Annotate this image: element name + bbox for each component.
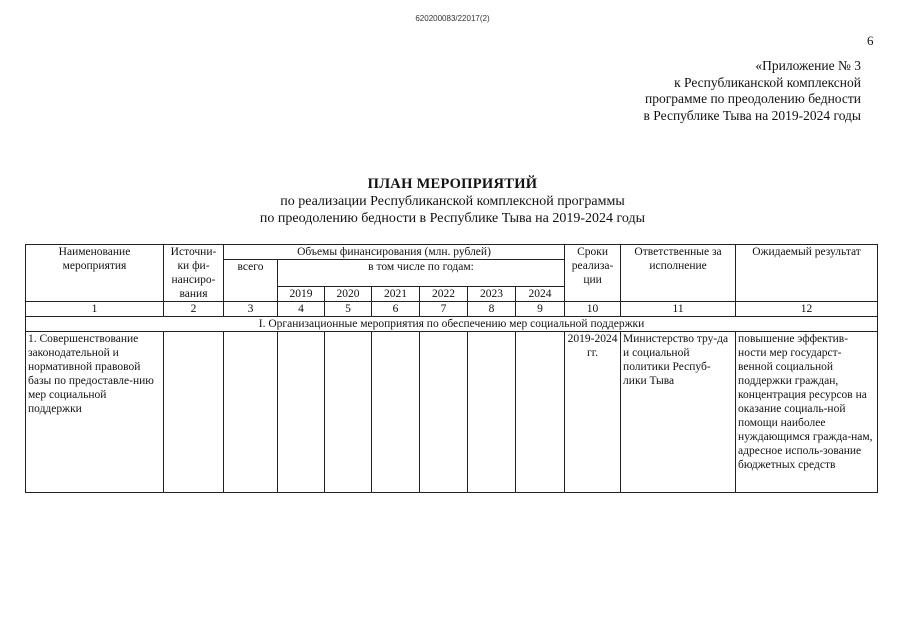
header-year: 2019 bbox=[278, 287, 325, 302]
header-row bbox=[26, 245, 878, 260]
column-number: 1 bbox=[26, 302, 164, 317]
header-year: 2022 bbox=[420, 287, 468, 302]
cell-2022 bbox=[420, 332, 468, 493]
plan-title: ПЛАН МЕРОПРИЯТИЙ bbox=[367, 176, 538, 192]
header-name: Наименование мероприятия bbox=[26, 245, 164, 302]
header-terms: Сроки реализа-ции bbox=[565, 245, 621, 302]
cell-result: повышение эффектив-ности мер государст-венной социальной поддержки граждан, концентрация ресурсов на оказание социаль-ной помощи наиболее нуждающимся гражда-нам, адресное исполь-зование бюджетных средств bbox=[736, 332, 878, 493]
column-number: 8 bbox=[468, 302, 516, 317]
header-result: Ожидаемый результат bbox=[736, 245, 878, 302]
cell-responsible: Министерство тру-да и социальной политики Респуб-лики Тыва bbox=[621, 332, 736, 493]
document-id: 620200083/22017(2) bbox=[415, 14, 490, 23]
column-number: 5 bbox=[325, 302, 372, 317]
page-number: 6 bbox=[867, 33, 874, 48]
appendix-line: в Республике Тыва на 2019-2024 годы bbox=[643, 107, 861, 123]
cell-2024 bbox=[516, 332, 565, 493]
cell-2019 bbox=[278, 332, 325, 493]
header-funding: Объемы финансирования (млн. рублей) bbox=[224, 245, 565, 260]
header-year: 2020 bbox=[325, 287, 372, 302]
plan-subtitle: по преодолению бедности в Республике Тыва на 2019-2024 годы bbox=[259, 211, 646, 226]
column-number: 4 bbox=[278, 302, 325, 317]
cell-name: 1. Совершенствование законодательной и нормативной правовой базы по предоставле-нию мер социальной поддержки bbox=[26, 332, 164, 493]
appendix-reference bbox=[561, 58, 861, 124]
column-number: 7 bbox=[420, 302, 468, 317]
appendix-line: «Приложение № 3 bbox=[755, 58, 861, 73]
header-year: 2024 bbox=[516, 287, 565, 302]
cell-2021 bbox=[372, 332, 420, 493]
header-year: 2023 bbox=[468, 287, 516, 302]
section-title: I. Организационные мероприятия по обеспечению мер социальной поддержки bbox=[26, 317, 878, 332]
activity-plan-table bbox=[25, 244, 878, 493]
header-responsible: Ответственные за исполнение bbox=[621, 245, 736, 302]
cell-total bbox=[224, 332, 278, 493]
appendix-line: программе по преодолению бедности bbox=[644, 91, 861, 106]
column-number: 3 bbox=[224, 302, 278, 317]
column-number: 10 bbox=[565, 302, 621, 317]
column-number: 11 bbox=[621, 302, 736, 317]
table-row bbox=[26, 332, 878, 493]
appendix-line: к Республиканской комплексной bbox=[674, 74, 861, 90]
column-number: 12 bbox=[736, 302, 878, 317]
cell-2023 bbox=[468, 332, 516, 493]
header-by-years: в том числе по годам: bbox=[278, 260, 565, 287]
plan-subtitle: по реализации Республиканской комплексной программы bbox=[280, 194, 625, 209]
column-number: 2 bbox=[164, 302, 224, 317]
section-row bbox=[26, 317, 878, 332]
header-sources: Источни-ки фи-нансиро-вания bbox=[164, 245, 224, 302]
cell-sources bbox=[164, 332, 224, 493]
cell-2020 bbox=[325, 332, 372, 493]
cell-terms: 2019-2024 гг. bbox=[565, 332, 621, 493]
header-year: 2021 bbox=[372, 287, 420, 302]
column-number: 9 bbox=[516, 302, 565, 317]
column-number: 6 bbox=[372, 302, 420, 317]
column-numbers-row bbox=[26, 302, 878, 317]
header-total: всего bbox=[224, 260, 278, 302]
